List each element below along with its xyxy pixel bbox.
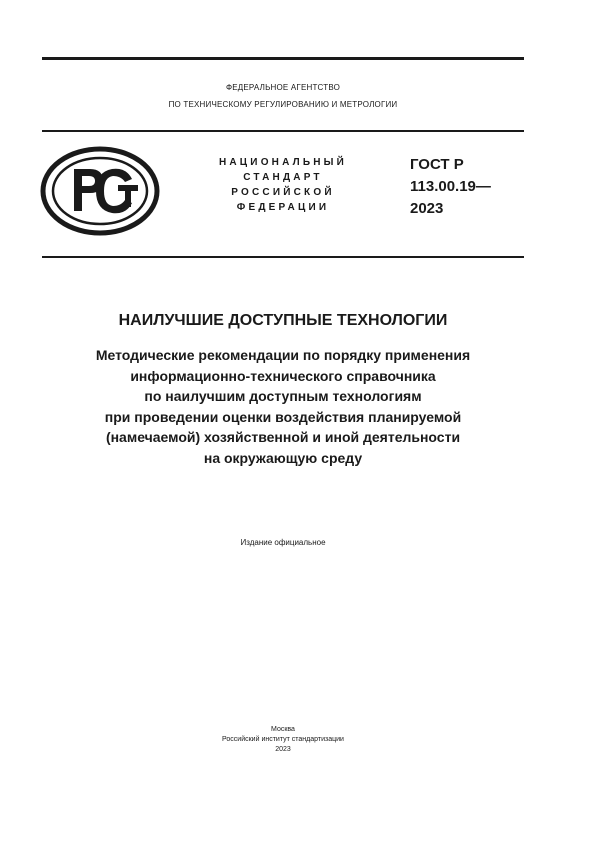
imprint-city: Москва <box>271 726 295 733</box>
document-subtitle <box>42 345 524 468</box>
subtitle-line: по наилучшим доступным технологиям <box>144 388 422 404</box>
edition-label: Издание официальное <box>240 538 326 547</box>
subtitle-line: на окружающую среду <box>203 449 363 466</box>
agency-line-1: ФЕДЕРАЛЬНОЕ АГЕНТСТВО <box>225 83 341 92</box>
national-line-4: ФЕДЕРАЦИИ <box>236 202 330 213</box>
national-line-3: РОССИЙСКОЙ <box>231 187 335 198</box>
title-divider <box>42 256 524 258</box>
imprint-publisher: Российский институт стандартизации <box>222 736 344 743</box>
agency-line-2: ПО ТЕХНИЧЕСКОМУ РЕГУЛИРОВАНИЮ И МЕТРОЛОГИИ <box>168 100 398 109</box>
designation-line-1: ГОСТ Р <box>410 156 464 173</box>
national-standard-label <box>198 155 368 215</box>
subtitle-line: (намечаемой) хозяйственной и иной деятельности <box>105 429 461 445</box>
standard-designation <box>410 154 491 220</box>
national-line-2: СТАНДАРТ <box>243 172 323 183</box>
header-divider <box>42 130 524 132</box>
subtitle-line: при проведении оценки воздействия планируемой <box>104 408 462 425</box>
designation-line-2: 113.00.19— <box>410 178 491 195</box>
imprint-year: 2023 <box>275 746 291 753</box>
national-line-1: НАЦИОНАЛЬНЫЙ <box>218 157 348 168</box>
designation-line-3: 2023 <box>410 200 444 217</box>
subtitle-line: информационно-технического справочника <box>130 367 436 384</box>
top-divider <box>42 57 524 60</box>
imprint <box>42 725 524 755</box>
rst-logo-icon <box>40 145 160 237</box>
document-title: НАИЛУЧШИЕ ДОСТУПНЫЕ ТЕХНОЛОГИИ <box>118 312 448 329</box>
subtitle-line: Методические рекомендации по порядку применения <box>95 347 471 363</box>
